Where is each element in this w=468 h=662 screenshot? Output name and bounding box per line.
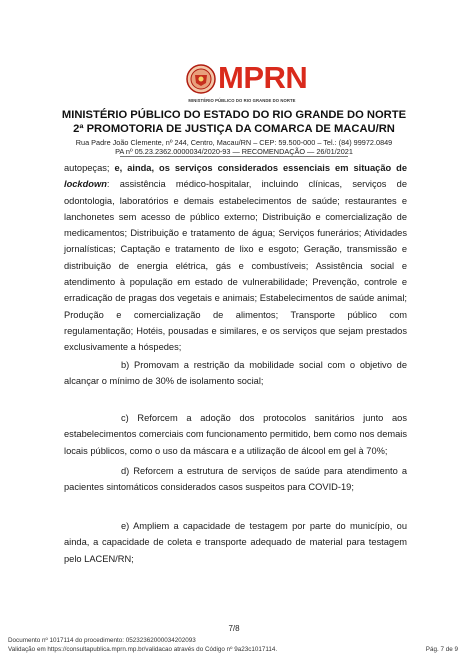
page-number: 7/8 bbox=[228, 624, 240, 633]
validation-line: Validação em https://consultapublica.mprn.mp.br/validacao através do Código nº 9a23c1017114. bbox=[8, 646, 278, 653]
seal-icon bbox=[186, 64, 216, 94]
org-title: MINISTÉRIO PÚBLICO DO ESTADO DO RIO GRANDE DO NORTE bbox=[61, 109, 407, 121]
page-of-count: Pág. 7 de 9 bbox=[425, 646, 458, 653]
logo-subtext: MINISTÉRIO PÚBLICO DO RIO GRANDE DO NORTE bbox=[188, 98, 296, 103]
logo-text: MPRN bbox=[218, 60, 308, 95]
document-number-line: Documento nº 1017114 do procedimento: 05232362000034202093 bbox=[8, 637, 196, 644]
reference-underline bbox=[120, 156, 348, 157]
reference-line: PA nº 05.23.2362.0000034/2020-93 — RECOMENDAÇÃO — 26/01/2021 bbox=[115, 147, 353, 156]
paragraph-b: b) Promovam a restrição da mobilidade social com o objetivo de alcançar o mínimo de 30% de isolamento social; bbox=[64, 360, 407, 387]
paragraph-d: d) Reforcem a estrutura de serviços de saúde para atendimento a pacientes sintomáticos considerados casos suspeitos para COVID-19; bbox=[64, 466, 407, 493]
mprn-logo bbox=[184, 60, 308, 106]
paragraph-lead: autopeças; bbox=[64, 163, 115, 173]
paragraph-essential-services bbox=[64, 160, 407, 356]
paragraph-services-list: : assistência médico-hospitalar, incluindo clínicas, serviços de odontologia, laboratórios e demais estabelecimentos de saúde; restaurantes e lanchonetes sem acesso de público externo; Distribuição e comercialização de medicamentos; Distribuição e tratamento de água; Serviços funerários; Atividades jornalísticas; Captação e tratamento de lixo e esgoto; Geração, transmissão e distribuição de energia elétrica, gás e combustíveis; Assistência social e atendimento à população em estado de vulnerabilidade; Prevenção, controle e erradicação de pragas dos vegetais e animais; Estabelecimentos de saúde animal; Produção e comercialização de alimentos; Transporte público com regulamentação; Hotéis, pousadas e similares, e os serviços que sejam prestados exclusivamente a hóspedes; bbox=[64, 179, 407, 353]
paragraph-bold-phrase: e, ainda, os serviços considerados essenciais em situação de bbox=[114, 163, 407, 173]
paragraph-e: e) Ampliem a capacidade de testagem por parte do município, ou ainda, a capacidade de coleta e transporte adequado de material para testagem pelo LACEN/RN; bbox=[64, 521, 407, 564]
lockdown-term: lockdown bbox=[64, 179, 107, 190]
org-subtitle: 2ª PROMOTORIA DE JUSTIÇA DA COMARCA DE MACAU/RN bbox=[73, 123, 395, 135]
paragraph-c: c) Reforcem a adoção dos protocolos sanitários junto aos estabelecimentos comerciais com funcionamento permitido, bem como nos demais locais públicos, como o uso da máscara e a utilização de álcool em gel à 70%; bbox=[64, 413, 407, 456]
address-line: Rua Padre João Clemente, nº 244, Centro, Macau/RN – CEP: 59.500-000 – Tel.: (84) 99972.0849 bbox=[75, 138, 393, 147]
